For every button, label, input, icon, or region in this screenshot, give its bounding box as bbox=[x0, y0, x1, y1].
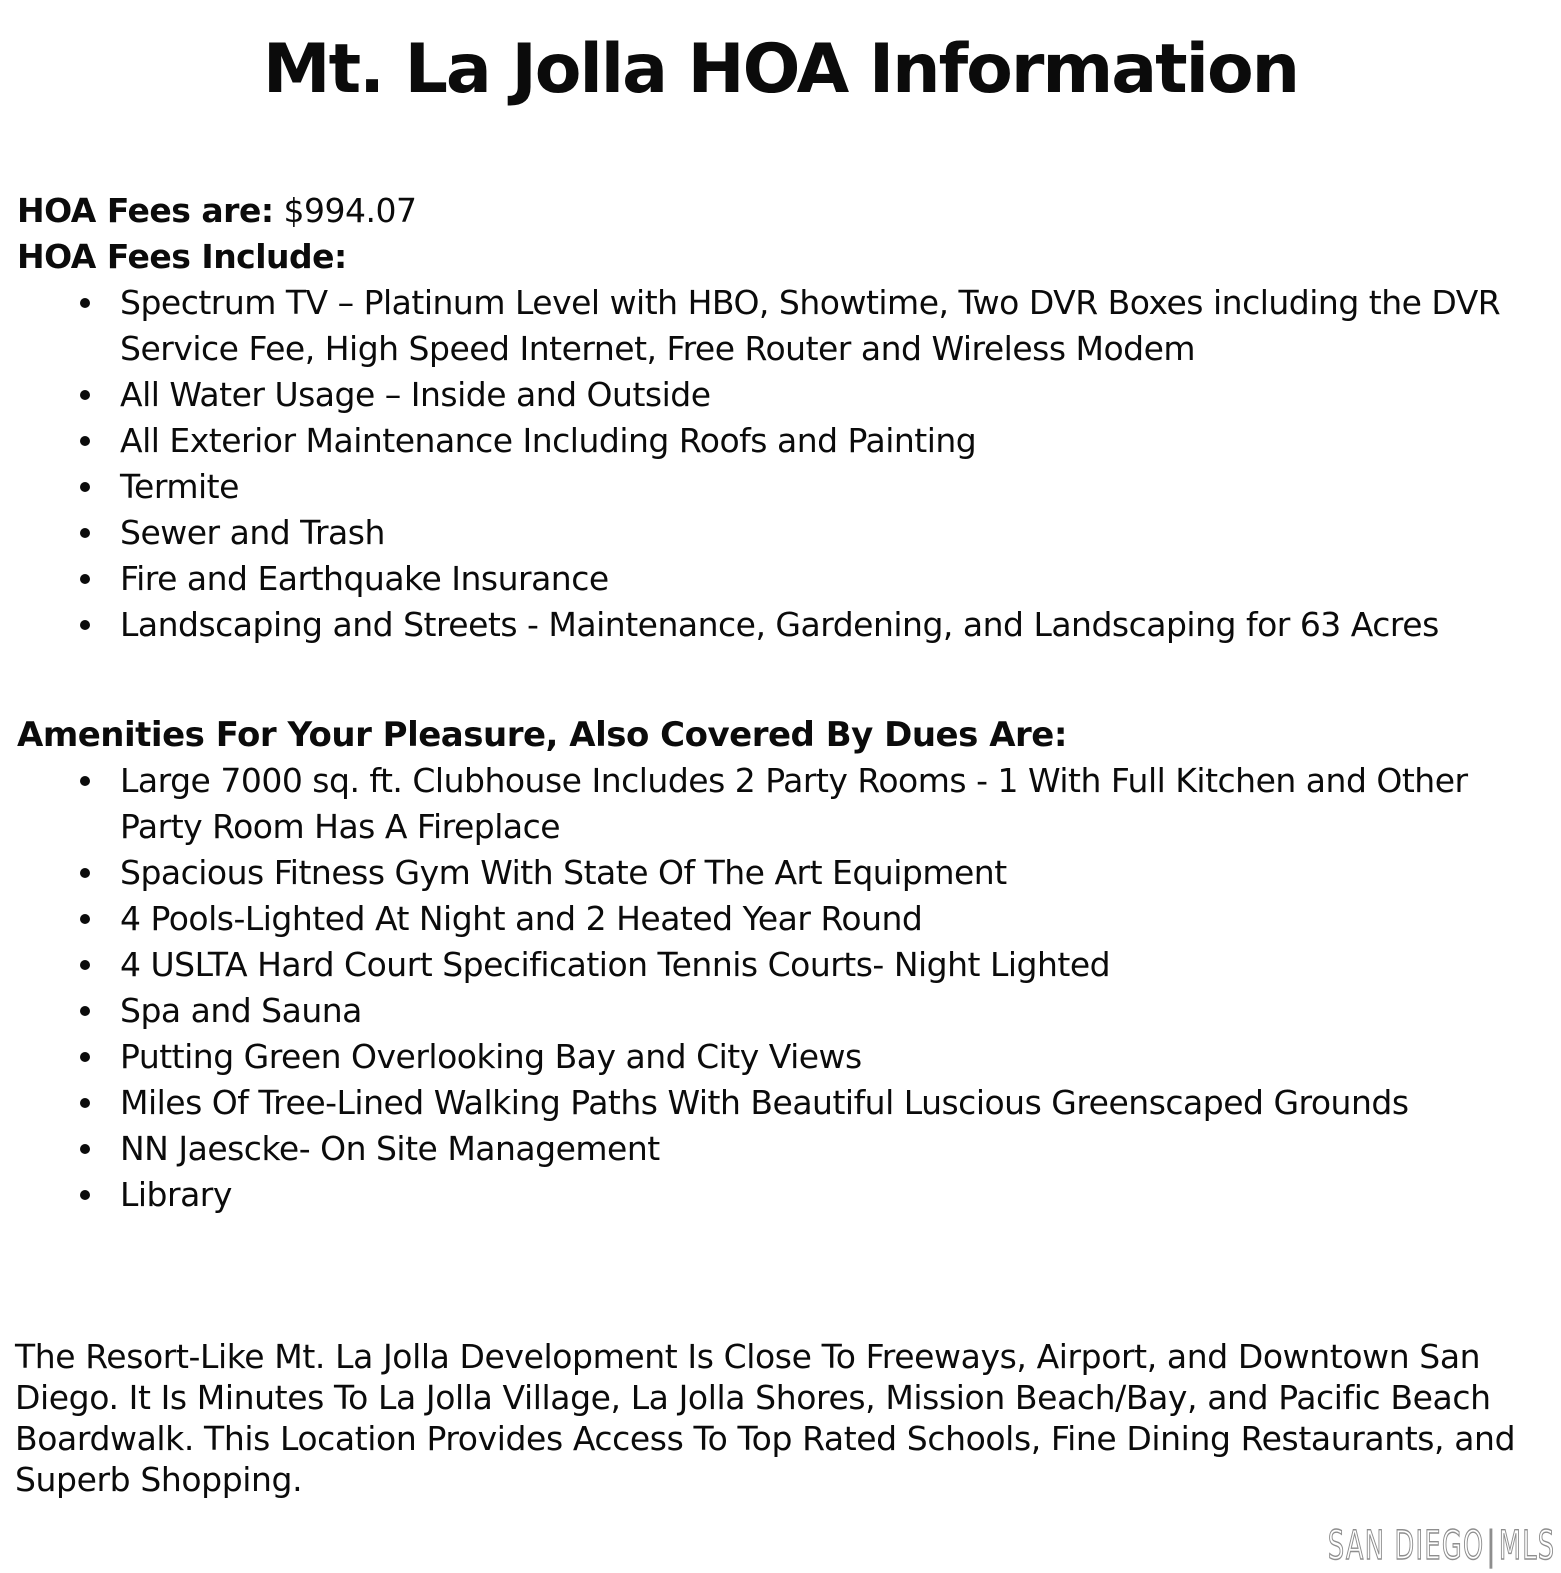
list-item bbox=[80, 556, 1520, 602]
list-item-text: Spectrum TV – Platinum Level with HBO, Showtime, Two DVR Boxes including the DVR Service Fee, High Speed Internet, Free Router and Wireless Modem bbox=[120, 283, 1501, 368]
list-item bbox=[80, 850, 1520, 896]
bullet-icon bbox=[80, 776, 90, 786]
bullet-icon bbox=[80, 298, 90, 308]
location-description: The Resort-Like Mt. La Jolla Development Is Close To Freeways, Airport, and Downtown San Diego. It Is Minutes To La Jolla Village, La Jolla Shores, Mission Beach/Bay, and Pacific Beach Boardwalk. This Location Provides Access To Top Rated Schools, Fine Dining Restaurants, and Superb Shopping. bbox=[15, 1337, 1516, 1499]
list-item-text: Putting Green Overlooking Bay and City Views bbox=[120, 1037, 862, 1076]
list-item bbox=[80, 896, 1520, 942]
bullet-icon bbox=[80, 1006, 90, 1016]
list-item-text: Spacious Fitness Gym With State Of The Art Equipment bbox=[120, 853, 1007, 892]
list-item bbox=[80, 510, 1520, 556]
hoa-fees-include-heading: HOA Fees Include: bbox=[17, 237, 347, 276]
bullet-icon bbox=[80, 960, 90, 970]
bullet-icon bbox=[80, 482, 90, 492]
bullet-icon bbox=[80, 914, 90, 924]
hoa-fees-list bbox=[0, 280, 1561, 648]
list-item-text: Library bbox=[120, 1175, 232, 1214]
hoa-fees-section bbox=[0, 188, 1561, 280]
bullet-icon bbox=[80, 1144, 90, 1154]
hoa-fees-line bbox=[17, 188, 1561, 234]
bullet-icon bbox=[80, 436, 90, 446]
list-item bbox=[80, 942, 1520, 988]
list-item bbox=[80, 280, 1520, 372]
watermark-separator-bar: | bbox=[1486, 1523, 1497, 1569]
bullet-icon bbox=[80, 1190, 90, 1200]
amenities-list bbox=[0, 758, 1561, 1218]
list-item bbox=[80, 418, 1520, 464]
list-item-text: Fire and Earthquake Insurance bbox=[120, 559, 609, 598]
bullet-icon bbox=[80, 1098, 90, 1108]
bullet-icon bbox=[80, 390, 90, 400]
amenities-heading: Amenities For Your Pleasure, Also Covered By Dues Are: bbox=[17, 715, 1067, 755]
list-item bbox=[80, 1126, 1520, 1172]
list-item-text: Miles Of Tree-Lined Walking Paths With Beautiful Luscious Greenscaped Grounds bbox=[120, 1083, 1409, 1122]
bullet-icon bbox=[80, 1052, 90, 1062]
list-item-text: Landscaping and Streets - Maintenance, Gardening, and Landscaping for 63 Acres bbox=[120, 605, 1439, 644]
hoa-fees-amount: $994.07 bbox=[283, 191, 417, 230]
watermark-san-diego-text: SAN DIEGO bbox=[1327, 1523, 1485, 1569]
mls-watermark bbox=[1328, 1523, 1555, 1569]
list-item bbox=[80, 464, 1520, 510]
page-title: Mt. La Jolla HOA Information bbox=[262, 30, 1299, 109]
list-item bbox=[80, 372, 1520, 418]
bullet-icon bbox=[80, 868, 90, 878]
list-item bbox=[80, 1034, 1520, 1080]
list-item bbox=[80, 602, 1520, 648]
bullet-icon bbox=[80, 574, 90, 584]
list-item-text: All Exterior Maintenance Including Roofs and Painting bbox=[120, 421, 977, 460]
list-item-text: Spa and Sauna bbox=[120, 991, 362, 1030]
list-item bbox=[80, 988, 1520, 1034]
list-item-text: All Water Usage – Inside and Outside bbox=[120, 375, 711, 414]
hoa-fees-label: HOA Fees are: bbox=[17, 191, 274, 230]
list-item bbox=[80, 758, 1520, 850]
bullet-icon bbox=[80, 528, 90, 538]
bullet-icon bbox=[80, 620, 90, 630]
list-item bbox=[80, 1080, 1520, 1126]
watermark-mls-text: MLS bbox=[1498, 1523, 1555, 1569]
list-item-text: Large 7000 sq. ft. Clubhouse Includes 2 Party Rooms - 1 With Full Kitchen and Other Party Room Has A Fireplace bbox=[120, 761, 1468, 846]
list-item-text: 4 Pools-Lighted At Night and 2 Heated Year Round bbox=[120, 899, 923, 938]
list-item-text: Termite bbox=[120, 467, 239, 506]
list-item bbox=[80, 1172, 1520, 1218]
list-item-text: NN Jaescke- On Site Management bbox=[120, 1129, 660, 1168]
list-item-text: Sewer and Trash bbox=[120, 513, 385, 552]
list-item-text: 4 USLTA Hard Court Specification Tennis Courts- Night Lighted bbox=[120, 945, 1111, 984]
